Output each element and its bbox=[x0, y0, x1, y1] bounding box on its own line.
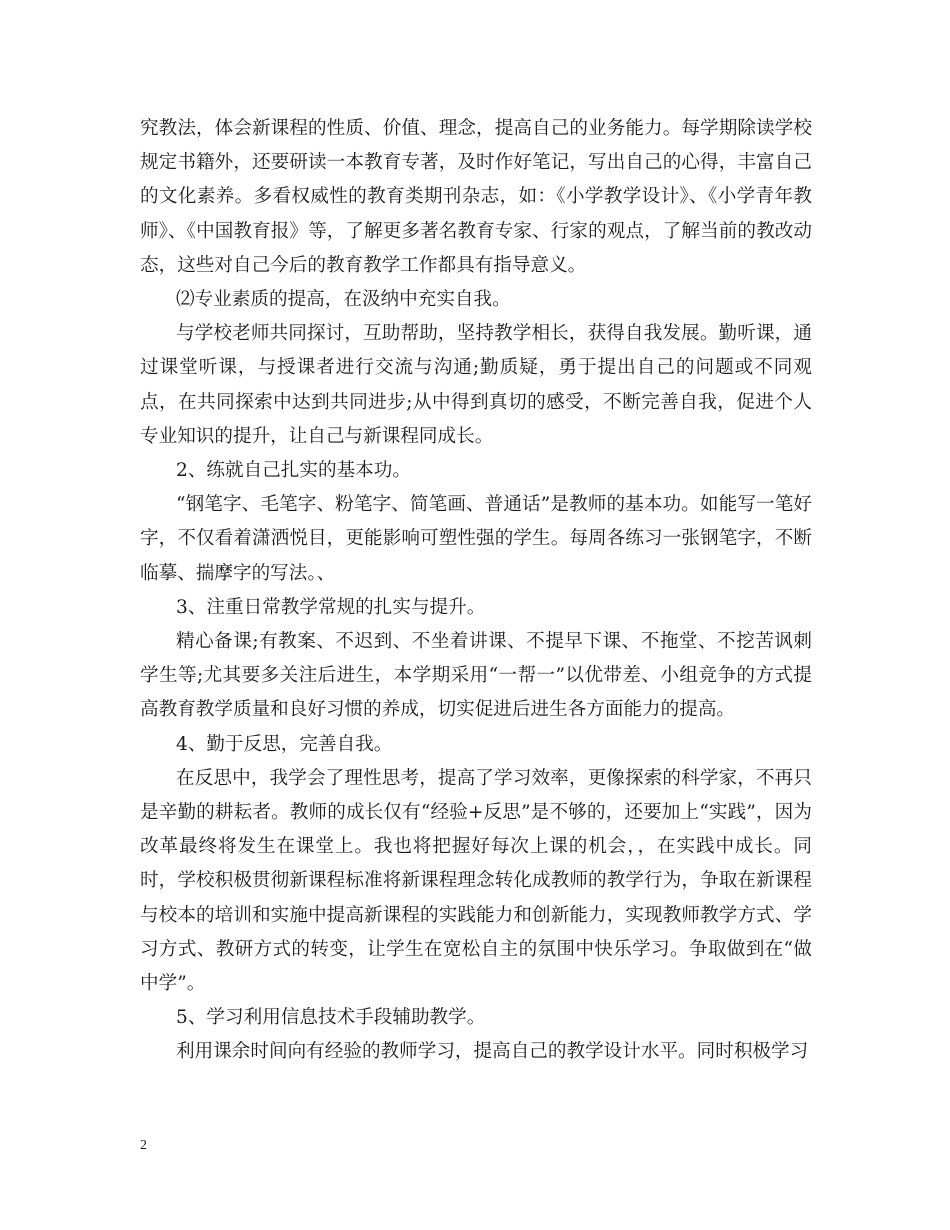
paragraph-11: 利用课余时间向有经验的教师学习，提高自己的教学设计水平。同时积极学习 bbox=[176, 1041, 809, 1063]
section-heading-2: 2、练就自己扎实的基本功。 bbox=[176, 460, 411, 482]
paragraph-3: 与学校老师共同探讨，互助帮助，坚持教学相长，获得自我发展。勤听课，通过课堂听课，与授课者进行交流与沟通;勤质疑，勇于提出自己的问题或不同观点，在共同探索中达到共同进步;从中得到真切的感受，不断完善自我，促进个人专业知识的提升，让自己与新课程同成长。 bbox=[140, 323, 812, 447]
paragraph-2-heading: ⑵专业素质的提高，在汲纳中充实自我。 bbox=[176, 289, 511, 311]
paragraph-9: 在反思中，我学会了理性思考，提高了学习效率，更像探索的科学家，不再只是辛勤的耕耘者。教师的成长仅有“经验+反思”是不够的，还要加上“实践”，因为改革最终将发生在课堂上。我也将把握好每次上课的机会，，在实践中成长。同时，学校积极贯彻新课程标准将新课程理念转化成教师的教学行为，争取在新课程与校本的培训和实施中提高新课程的实践能力和创新能力，实现教师教学方式、学习方式、教研方式的转变，让学生在宽松自主的氛围中快乐学习。争取做到在“做中学”。 bbox=[140, 767, 812, 995]
paragraph-5: “钢笔字、毛笔字、粉笔字、简笔画、普通话”是教师的基本功。如能写一笔好字，不仅看着潇洒悦目，更能影响可塑性强的学生。每周各练习一张钢笔字，不断临摹、揣摩字的写法。、 bbox=[140, 494, 812, 584]
page-number: 2 bbox=[140, 1138, 147, 1153]
section-heading-5: 5、学习利用信息技术手段辅助教学。 bbox=[176, 1007, 486, 1029]
section-heading-4: 4、勤于反思，完善自我。 bbox=[176, 733, 393, 755]
paragraph-7: 精心备课;有教案、不迟到、不坐着讲课、不提早下课、不拖堂、不挖苦讽刺学生等;尤其要多关注后进生，本学期采用“一帮一”以优带差、小组竞争的方式提高教育教学质量和良好习惯的养成，切实促进后进生各方面能力的提高。 bbox=[140, 631, 812, 721]
paragraph-1: 究教法，体会新课程的性质、价值、理念，提高自己的业务能力。每学期除读学校规定书籍外，还要研读一本教育专著，及时作好笔记，写出自己的心得，丰富自己的文化素养。多看权威性的教育类期刊杂志，如：《小学教学设计》、《小学青年教师》、《中国教育报》等，了解更多著名教育专家、行家的观点，了解当前的教改动态，这些对自己今后的教育教学工作都具有指导意义。 bbox=[140, 118, 812, 276]
document-body bbox=[140, 112, 812, 1070]
section-heading-3: 3、注重日常教学常规的扎实与提升。 bbox=[176, 596, 486, 618]
